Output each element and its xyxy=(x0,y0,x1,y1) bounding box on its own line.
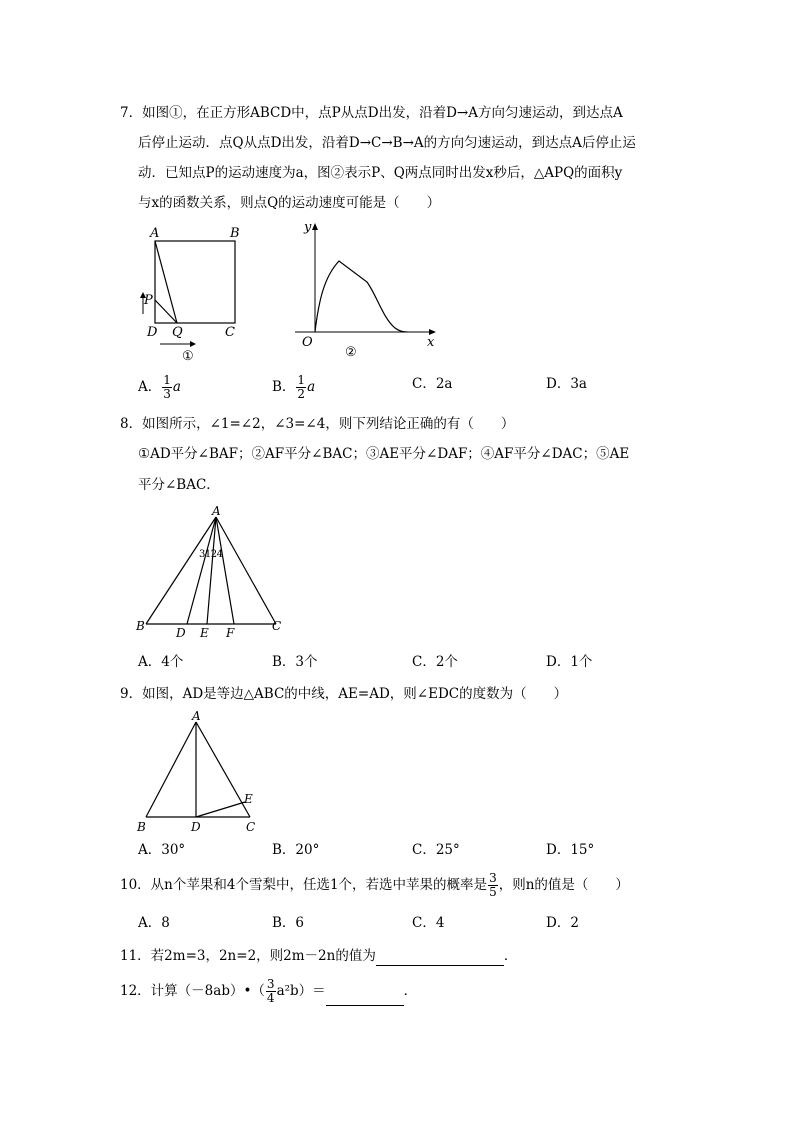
square-abcd xyxy=(155,241,235,323)
q9-line: 9．如图，AD是等边△ABC的中线，AE=AD，则∠EDC的度数为（ ） xyxy=(120,686,568,702)
q7-line-4: 与x的函数关系，则点Q的运动速度可能是（ ） xyxy=(138,195,441,211)
q8-option-d[interactable]: D．1个 xyxy=(546,654,593,670)
q11-text: 11．若2m=3，2n=2，则2m－2n的值为 xyxy=(120,948,376,964)
q7-option-d[interactable] xyxy=(546,374,587,394)
q8-line-2: ①AD平分∠BAF；②AF平分∠BAC；③AE平分∠DAF；④AF平分∠DAC；⑤AE xyxy=(138,446,630,462)
q11-answer-blank[interactable] xyxy=(376,951,504,966)
segment-de xyxy=(196,802,245,817)
label-f: F xyxy=(226,626,235,640)
angle-labels: 3124 xyxy=(199,549,223,560)
q12-text-before: 12．计算（－8ab）•（ xyxy=(120,983,265,999)
origin-label: O xyxy=(302,335,313,350)
q7-option-c-letter: C． xyxy=(412,376,436,392)
q12-answer-blank[interactable] xyxy=(326,991,404,1006)
q10-option-a[interactable]: A．8 xyxy=(138,915,170,931)
q8-line-1: 8．如图所示，∠1=∠2，∠3=∠4，则下列结论正确的有（ ） xyxy=(120,416,515,432)
label-c: C xyxy=(225,325,235,340)
q7-option-a[interactable] xyxy=(138,374,181,401)
q7-option-a-letter: A． xyxy=(138,379,162,395)
q12-line xyxy=(120,976,417,1006)
segment-ab xyxy=(146,722,196,817)
fraction-den: 5 xyxy=(489,885,497,899)
label-e: E xyxy=(244,792,253,806)
q10-option-c[interactable]: C．4 xyxy=(412,915,445,931)
q11-line xyxy=(120,946,517,966)
q12-text-middle: a²b）＝ xyxy=(276,983,326,999)
q7-figure-1 xyxy=(130,222,260,364)
label-p: P xyxy=(144,293,153,308)
q7-option-b-suffix: a xyxy=(307,379,316,395)
q10-line xyxy=(120,872,629,899)
q10-option-b[interactable]: B．6 xyxy=(272,915,305,931)
label-e: E xyxy=(200,626,209,640)
figure-1-label: ① xyxy=(182,349,194,364)
fraction-three-fifths xyxy=(488,872,498,899)
label-c: C xyxy=(272,619,282,633)
fraction-three-fourths xyxy=(266,978,276,1005)
fraction-num: 3 xyxy=(489,871,497,885)
q9-option-b[interactable]: B．20° xyxy=(272,842,320,858)
label-d: D xyxy=(191,820,201,834)
q7-option-d-letter: D． xyxy=(546,376,571,392)
q12-end: ． xyxy=(403,983,418,999)
q10-option-d[interactable]: D．2 xyxy=(546,915,579,931)
q8-figure xyxy=(132,503,292,643)
fraction-num: 3 xyxy=(266,977,275,991)
label-c: C xyxy=(246,820,256,834)
fraction-one-third xyxy=(162,374,172,401)
q10-text-before: 10．从n个苹果和4个雪梨中，任选1个，若选中苹果的概率是 xyxy=(120,877,488,893)
label-d: D xyxy=(147,325,158,340)
q8-option-c[interactable]: C．2个 xyxy=(412,654,458,670)
q9-option-d[interactable]: D．15° xyxy=(546,842,595,858)
q11-end: ． xyxy=(503,948,518,964)
label-a: A xyxy=(150,226,160,241)
segment-ab xyxy=(146,517,216,624)
label-a: A xyxy=(192,709,201,723)
q7-option-b-letter: B． xyxy=(272,379,296,395)
q-arrowhead xyxy=(190,341,196,347)
label-b: B xyxy=(136,619,145,633)
label-b: B xyxy=(230,226,240,241)
area-curve xyxy=(315,261,407,332)
fraction-num: 1 xyxy=(297,373,306,387)
q8-line-3: 平分∠BAC． xyxy=(138,477,220,493)
q7-line-2: 后停止运动．点Q从点D出发，沿着D→C→B→A的方向匀速运动，到达点A后停止运 xyxy=(138,135,636,151)
q7-option-b[interactable] xyxy=(272,374,315,401)
y-arrowhead xyxy=(312,223,318,230)
q9-figure xyxy=(132,708,272,838)
q9-option-a[interactable]: A．30° xyxy=(138,842,186,858)
fraction-one-half xyxy=(296,374,306,401)
figure-2-label: ② xyxy=(345,345,357,360)
q7-option-d-text: 3a xyxy=(570,376,587,392)
x-label: x xyxy=(427,335,435,350)
q10-text-after: ，则n的值是（ ） xyxy=(498,877,629,893)
q7-line-1: 7．如图①，在正方形ABCD中，点P从点D出发，沿着D→A方向匀速运动，到达点A xyxy=(120,105,623,121)
q8-option-b[interactable]: B．3个 xyxy=(272,654,318,670)
label-q: Q xyxy=(172,325,183,340)
q7-option-c-text: 2a xyxy=(435,376,453,392)
label-d: D xyxy=(176,626,186,640)
q7-figure-2 xyxy=(295,218,445,360)
label-a: A xyxy=(212,504,221,518)
fraction-den: 2 xyxy=(297,387,306,401)
q7-line-3: 动．已知点P的运动速度为a，图②表示P、Q两点同时出发x秒后，△APQ的面积y xyxy=(138,165,623,181)
q8-option-a[interactable]: A．4个 xyxy=(138,654,184,670)
label-b: B xyxy=(137,820,146,834)
fraction-den: 4 xyxy=(266,991,275,1005)
q7-option-c[interactable] xyxy=(412,374,452,394)
q7-option-a-suffix: a xyxy=(172,379,181,395)
y-label: y xyxy=(304,220,312,235)
q9-option-c[interactable]: C．25° xyxy=(412,842,460,858)
fraction-den: 3 xyxy=(163,387,171,401)
fraction-num: 1 xyxy=(163,373,171,387)
